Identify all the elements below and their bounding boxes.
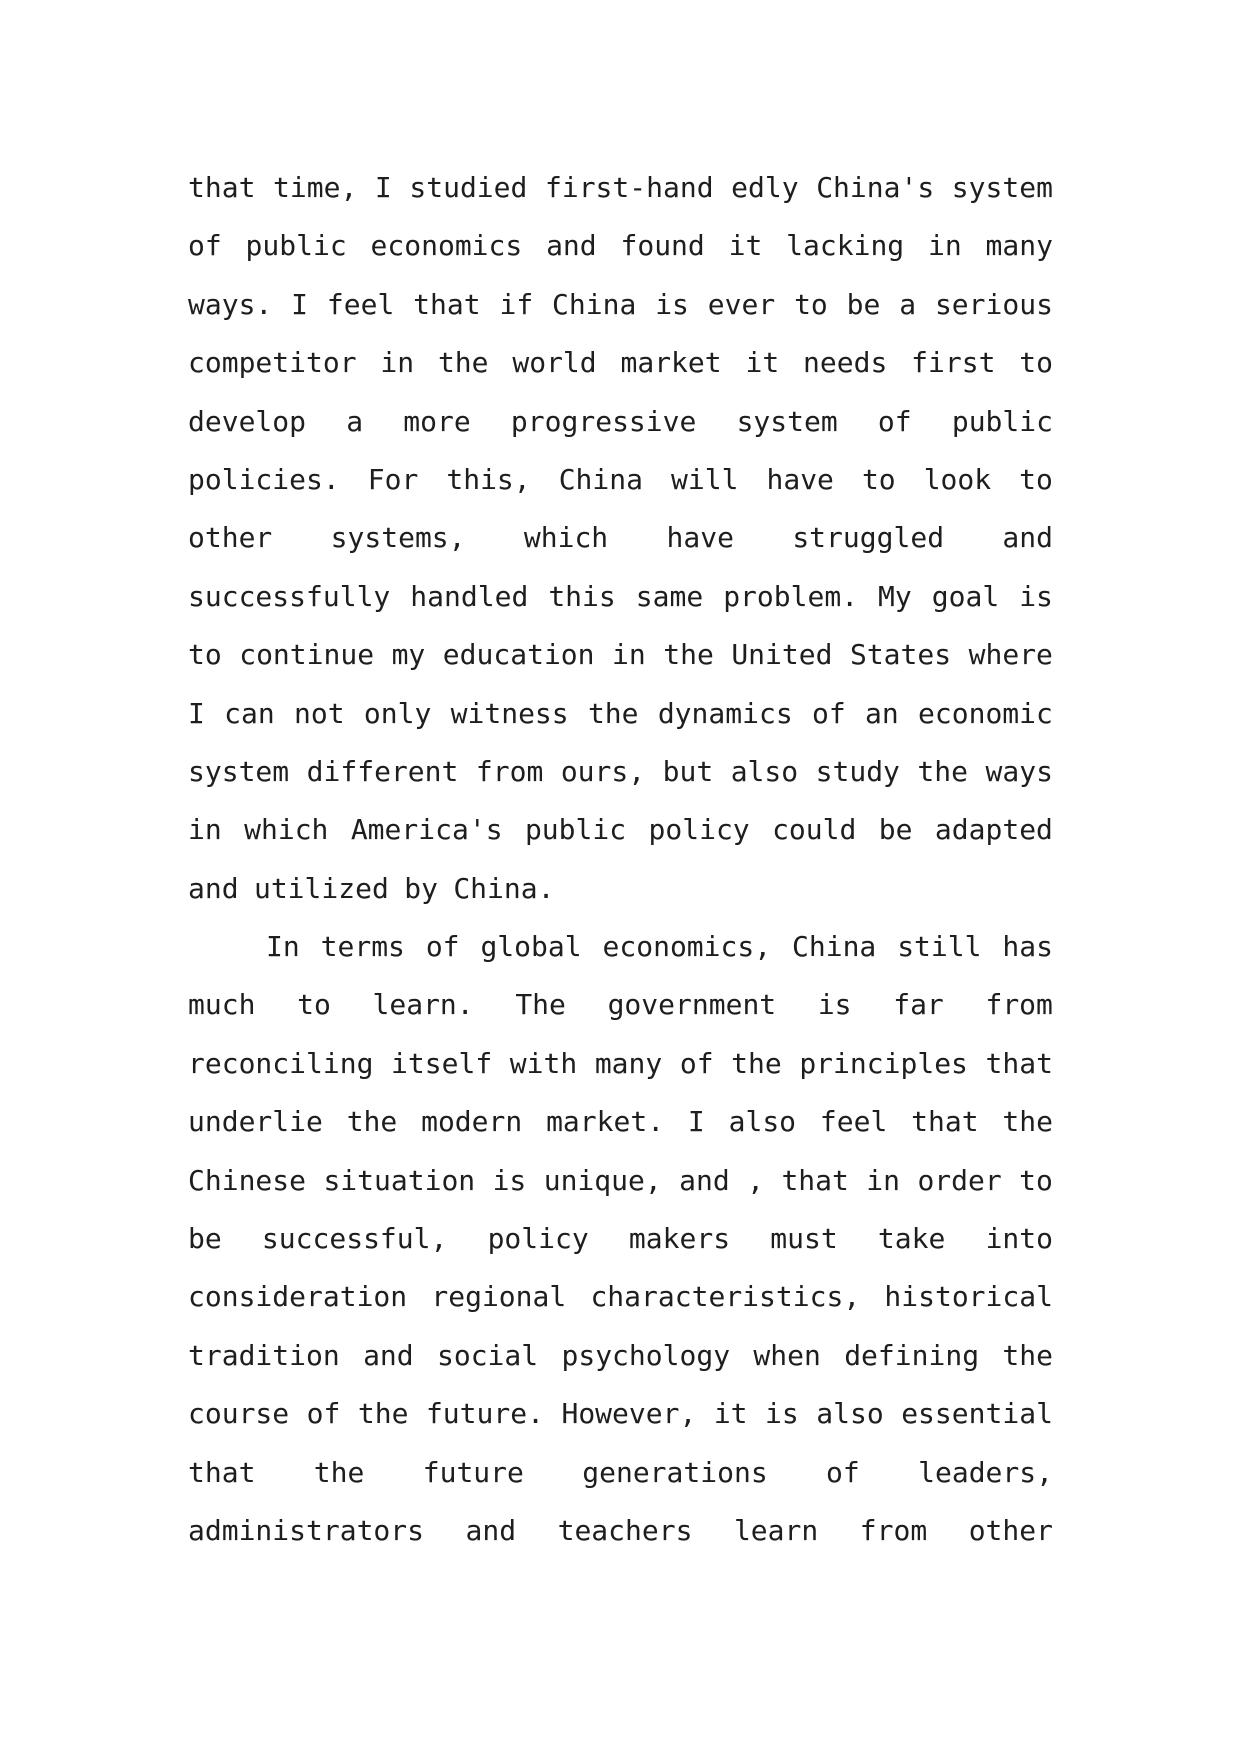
word: have xyxy=(666,521,734,555)
word: into xyxy=(985,1222,1053,1256)
text-line xyxy=(188,860,1053,918)
word: which xyxy=(244,813,329,847)
word: utilized xyxy=(253,871,389,905)
word: economics, xyxy=(602,930,772,964)
word: is xyxy=(655,287,689,321)
text-line xyxy=(188,509,1053,567)
word: economics xyxy=(370,229,523,263)
word: many xyxy=(985,229,1053,263)
text-line xyxy=(188,801,1053,859)
word: a xyxy=(899,287,917,321)
word: serious xyxy=(934,287,1053,321)
word: from xyxy=(985,988,1053,1022)
word: this, xyxy=(446,462,531,496)
word: ever xyxy=(707,287,776,321)
word: is xyxy=(492,1163,527,1197)
word: education xyxy=(442,638,595,672)
word: economic xyxy=(918,696,1053,730)
text-line xyxy=(188,976,1053,1034)
word: the xyxy=(917,754,968,788)
word: and xyxy=(546,229,597,263)
document-body xyxy=(188,159,1053,1560)
text-line xyxy=(188,451,1053,509)
word: consideration xyxy=(188,1280,408,1314)
word: is xyxy=(817,988,852,1022)
word: not xyxy=(294,696,345,730)
text-line xyxy=(188,685,1053,743)
word: also xyxy=(728,1105,797,1139)
word: future. xyxy=(425,1397,544,1431)
word: be xyxy=(188,1222,222,1256)
word: could xyxy=(772,813,857,847)
word: administrators xyxy=(188,1513,425,1547)
word: to xyxy=(1019,346,1053,380)
word: in xyxy=(380,346,415,380)
text-line xyxy=(188,1444,1053,1502)
word: that xyxy=(911,1105,979,1139)
word: public xyxy=(524,813,627,847)
word: it xyxy=(713,1397,748,1431)
word: in xyxy=(928,229,962,263)
word: also xyxy=(730,754,799,788)
word: course xyxy=(188,1397,290,1431)
word: develop xyxy=(188,404,307,438)
word: the xyxy=(313,1455,365,1489)
word: a xyxy=(346,404,364,438)
word: that xyxy=(781,1163,849,1197)
word: by xyxy=(404,871,438,905)
word: I xyxy=(687,1105,705,1139)
word: an xyxy=(865,696,899,730)
word: essential xyxy=(901,1397,1053,1431)
word: take xyxy=(877,1222,946,1256)
word: it xyxy=(745,346,780,380)
word: study xyxy=(815,754,900,788)
paragraph xyxy=(188,918,1053,1560)
word: to xyxy=(1019,1163,1053,1197)
text-line xyxy=(188,276,1053,334)
word: unique, xyxy=(543,1163,662,1197)
text-line xyxy=(188,1035,1053,1093)
word: the xyxy=(437,346,489,380)
word: systems, xyxy=(330,521,466,555)
word: regional xyxy=(431,1280,567,1314)
word: be xyxy=(878,813,913,847)
word: system xyxy=(188,754,290,788)
word: first-hand xyxy=(544,171,714,204)
text-line xyxy=(188,626,1053,684)
word: makers xyxy=(628,1222,731,1256)
word: the xyxy=(731,1046,782,1080)
word: I xyxy=(291,287,309,321)
word: will xyxy=(671,462,739,496)
word: teachers xyxy=(557,1513,693,1547)
word: China xyxy=(792,930,877,964)
word: to xyxy=(794,287,828,321)
word: continue xyxy=(239,638,375,672)
text-line xyxy=(188,393,1053,451)
word: China. xyxy=(453,871,555,905)
word: with xyxy=(509,1046,578,1080)
word: struggled xyxy=(792,521,945,555)
word: first xyxy=(911,346,996,380)
word: my xyxy=(391,638,426,672)
word: America's xyxy=(350,813,503,847)
word: government xyxy=(607,988,777,1022)
text-line xyxy=(188,1502,1053,1560)
word: must xyxy=(770,1222,838,1256)
paragraph xyxy=(188,159,1053,918)
word: principles xyxy=(799,1046,968,1080)
text-line xyxy=(188,334,1053,392)
word: China xyxy=(552,287,637,321)
text-line xyxy=(188,568,1053,626)
word: but xyxy=(662,754,714,788)
word: edly xyxy=(731,171,799,204)
word: and xyxy=(188,871,239,905)
word: feel xyxy=(326,287,395,321)
word: which xyxy=(523,521,609,555)
word: when xyxy=(753,1338,821,1372)
word: needs xyxy=(803,346,888,380)
word: it xyxy=(728,229,763,263)
word: have xyxy=(766,462,834,496)
word: ways. xyxy=(188,287,273,321)
word: For xyxy=(367,462,419,496)
word: tradition xyxy=(188,1338,340,1372)
word: the xyxy=(346,1105,398,1139)
word: China's xyxy=(816,171,935,204)
word: from xyxy=(859,1513,928,1547)
text-line xyxy=(188,743,1053,801)
word: the xyxy=(587,696,639,730)
word: social xyxy=(436,1338,539,1372)
word: and xyxy=(465,1513,517,1547)
word: learn. xyxy=(372,988,474,1022)
word: reconciling xyxy=(188,1046,374,1080)
word: ours, xyxy=(560,754,646,788)
word: market. xyxy=(546,1105,665,1139)
word: the xyxy=(1002,1105,1053,1139)
word: China xyxy=(558,462,643,496)
word: to xyxy=(861,462,896,496)
word: and xyxy=(363,1338,414,1372)
text-line xyxy=(188,1327,1053,1385)
word: historical xyxy=(884,1280,1053,1314)
word: terms xyxy=(320,930,405,964)
text-line xyxy=(188,1268,1053,1326)
word: studied xyxy=(409,171,528,204)
word: competitor xyxy=(188,346,357,380)
word: situation xyxy=(323,1163,476,1197)
text-line xyxy=(188,217,1053,275)
word: far xyxy=(893,988,944,1022)
word: global xyxy=(480,930,582,964)
text-line xyxy=(188,1210,1053,1268)
word: leaders, xyxy=(918,1455,1053,1489)
word: of xyxy=(188,229,222,263)
text-line xyxy=(188,1152,1053,1210)
word: system xyxy=(736,404,838,438)
word: market xyxy=(620,346,722,380)
word: generations xyxy=(582,1455,768,1489)
word: lacking xyxy=(786,229,905,263)
word: psychology xyxy=(561,1338,731,1372)
word: States xyxy=(849,638,952,672)
word: world xyxy=(512,346,597,380)
word: successfully xyxy=(188,579,391,613)
word: However, xyxy=(561,1397,697,1431)
text-line xyxy=(188,1093,1053,1151)
word: public xyxy=(245,229,347,263)
word: underlie xyxy=(188,1105,323,1139)
word: goal xyxy=(931,579,1000,613)
word: of xyxy=(877,404,912,438)
word: same xyxy=(635,579,704,613)
word: characteristics, xyxy=(590,1280,861,1314)
word: to xyxy=(1019,462,1053,496)
word: has xyxy=(1002,930,1053,964)
word: more xyxy=(403,404,471,438)
word: My xyxy=(878,579,912,613)
word: different xyxy=(306,754,459,788)
word: that xyxy=(413,287,481,321)
word: that xyxy=(188,1455,256,1489)
word: I xyxy=(188,696,205,730)
word: ways xyxy=(985,754,1053,788)
word: the xyxy=(357,1397,409,1431)
word: modern xyxy=(421,1105,523,1139)
word: and xyxy=(1002,521,1053,555)
word: in xyxy=(188,813,222,847)
word: where xyxy=(968,638,1053,672)
word: system xyxy=(951,171,1053,204)
word: successful, xyxy=(261,1222,448,1256)
word: be xyxy=(846,287,881,321)
word: witness xyxy=(450,696,569,730)
word: United xyxy=(731,638,833,672)
word: in xyxy=(866,1163,901,1197)
word: Chinese xyxy=(188,1163,307,1197)
word: handled xyxy=(410,579,529,613)
word: I xyxy=(374,171,392,204)
word: many xyxy=(594,1046,663,1080)
text-line xyxy=(188,1385,1053,1443)
word: can xyxy=(224,696,275,730)
word: defining xyxy=(844,1338,980,1372)
word: of xyxy=(826,1455,860,1489)
word: is xyxy=(765,1397,799,1431)
word: adapted xyxy=(934,813,1053,847)
word: to xyxy=(297,988,331,1022)
word: order xyxy=(917,1163,1002,1197)
word: of xyxy=(679,1046,714,1080)
word: learn xyxy=(733,1513,819,1547)
word: policies. xyxy=(188,462,340,496)
word: The xyxy=(515,988,566,1022)
word: dynamics xyxy=(657,696,793,730)
word: the xyxy=(663,638,714,672)
word: and xyxy=(679,1163,730,1197)
word: still xyxy=(897,930,982,964)
word: to xyxy=(188,638,222,672)
word: policy xyxy=(487,1222,589,1256)
word: look xyxy=(923,462,992,496)
word: the xyxy=(1002,1338,1053,1372)
word: also xyxy=(816,1397,884,1431)
word: , xyxy=(747,1163,765,1197)
word: only xyxy=(363,696,432,730)
word: of xyxy=(811,696,846,730)
word: future xyxy=(422,1455,524,1489)
word: of xyxy=(306,1397,341,1431)
word: if xyxy=(499,287,534,321)
word: other xyxy=(968,1513,1053,1547)
word: feel xyxy=(819,1105,888,1139)
word: policy xyxy=(648,813,750,847)
word: found xyxy=(620,229,705,263)
word: progressive xyxy=(510,404,697,438)
word: problem. xyxy=(723,579,859,613)
word: other xyxy=(188,521,273,555)
word: of xyxy=(425,930,460,964)
word: itself xyxy=(391,1046,493,1080)
word: that xyxy=(985,1046,1053,1080)
word: this xyxy=(548,579,616,613)
text-line xyxy=(188,918,1053,976)
word: In xyxy=(266,930,300,964)
word: public xyxy=(951,404,1053,438)
word: is xyxy=(1019,579,1053,613)
word: time, xyxy=(273,171,358,204)
text-line xyxy=(188,159,1053,217)
word: much xyxy=(188,988,256,1022)
word: in xyxy=(612,638,646,672)
word: that xyxy=(188,171,256,204)
word: from xyxy=(475,754,544,788)
